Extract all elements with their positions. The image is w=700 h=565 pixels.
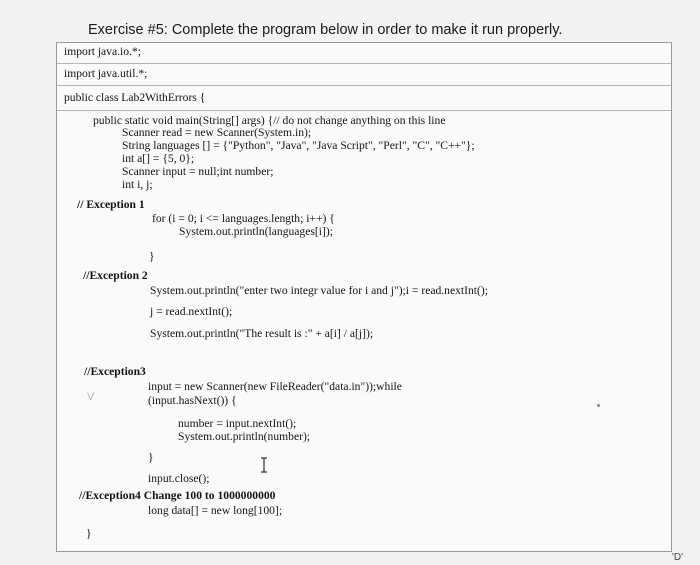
class-declaration: public class Lab2WithErrors { — [64, 91, 206, 104]
code-line: System.out.println("enter two integr value for i and j");i = read.nextInt(); — [150, 284, 488, 297]
code-panel — [56, 42, 672, 552]
code-line: long data[] = new long[100]; — [148, 504, 283, 517]
code-line: for (i = 0; i <= languages.length; i++) { — [152, 212, 335, 225]
exception4-label: //Exception4 Change 100 to 1000000000 — [79, 489, 276, 502]
main-signature: public static void main(String[] args) {// do not change anything on this line — [93, 114, 446, 127]
stray-v-mark: V — [87, 391, 95, 403]
code-line: (input.hasNext()) { — [148, 394, 237, 407]
exception3-label: //Exception3 — [84, 365, 146, 378]
exception2-label: //Exception 2 — [83, 269, 148, 282]
code-line: input = new Scanner(new FileReader("data.in"));while — [148, 380, 402, 393]
stray-dot — [597, 404, 600, 407]
row-divider — [57, 110, 671, 111]
code-line: number = input.nextInt(); — [178, 417, 297, 430]
code-line: input.close(); — [148, 472, 210, 485]
code-line: System.out.println(number); — [178, 430, 311, 443]
code-line: int a[] = {5, 0}; — [122, 152, 195, 165]
code-line: Scanner read = new Scanner(System.in); — [122, 126, 312, 139]
code-line: j = read.nextInt(); — [150, 305, 233, 318]
row-divider — [57, 85, 671, 86]
corner-mark: 'D' — [672, 552, 684, 563]
code-line: System.out.println("The result is :" + a[i] / a[j]); — [150, 327, 374, 340]
code-line: } — [149, 250, 155, 263]
code-line: Scanner input = null;int number; — [122, 165, 274, 178]
exception1-label: // Exception 1 — [77, 198, 145, 211]
code-line: int i, j; — [122, 178, 153, 191]
text-cursor-icon — [259, 457, 269, 473]
exercise-title: Exercise #5: Complete the program below in order to make it run properly. — [88, 22, 563, 38]
code-line: } — [148, 451, 154, 464]
closing-brace: } — [86, 527, 92, 540]
import-io-line: import java.io.*; — [64, 45, 141, 58]
row-divider — [57, 63, 671, 64]
import-util-line: import java.util.*; — [64, 67, 148, 80]
code-line: String languages [] = {"Python", "Java", "Java Script", "Perl", "C", "C++"}; — [122, 139, 475, 152]
code-line: System.out.println(languages[i]); — [179, 225, 333, 238]
